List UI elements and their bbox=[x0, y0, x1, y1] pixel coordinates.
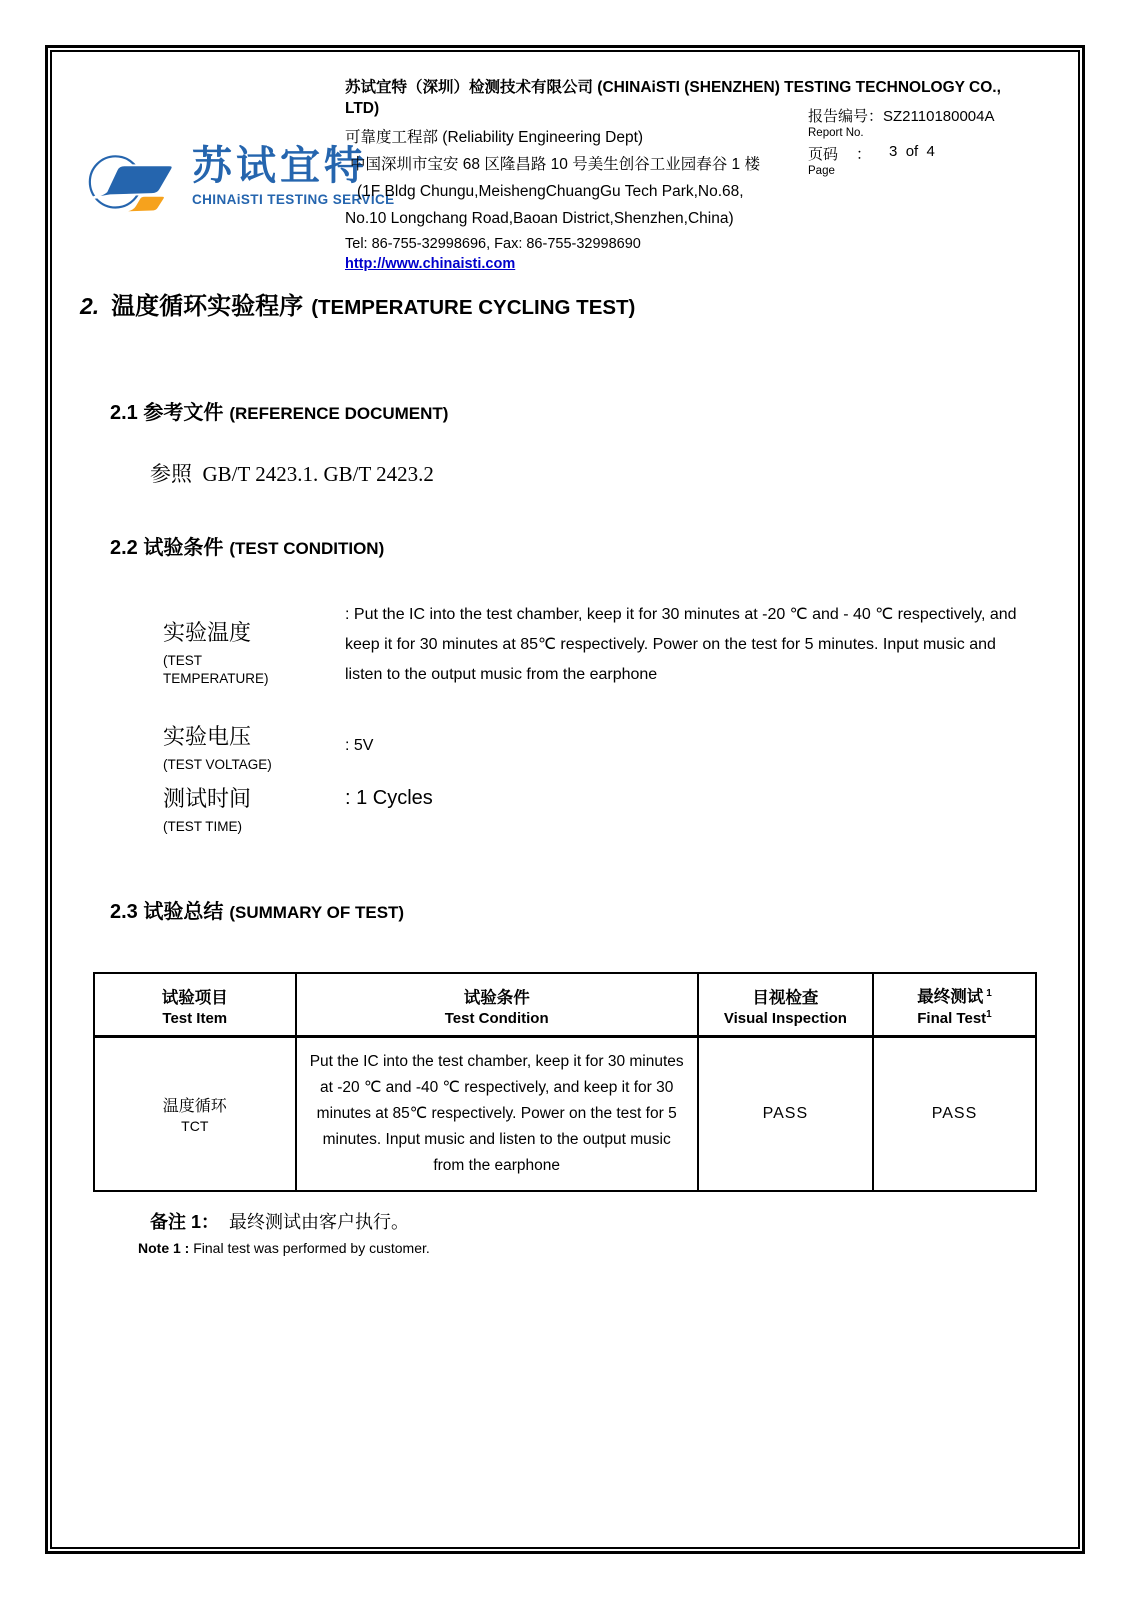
tel-fax-line: Tel: 86-755-32998696, Fax: 86-755-32998690 bbox=[345, 235, 641, 252]
cell-test-condition: Put the IC into the test chamber, keep it for 30 minutes at -20 ℃ and -40 ℃ respectively, and keep it for 30 minutes at 85℃ respectively. Power on the test for 5 minutes. Input music and listen to the output music from the earphone bbox=[296, 1037, 698, 1191]
test-time-value: : 1 Cycles bbox=[345, 787, 433, 809]
col-header-test-condition-en: Test Condition bbox=[444, 1009, 549, 1027]
col-header-visual-inspection-cn: 目视检查 bbox=[752, 988, 819, 1007]
report-no-value: SZ2110180004A bbox=[883, 108, 995, 125]
report-no-row bbox=[808, 105, 1048, 126]
address-en-line2: No.10 Longchang Road,Baoan District,Shenzhen,China) bbox=[345, 209, 734, 227]
section-2-2-title-cn: 2.2 试验条件 bbox=[110, 537, 224, 559]
section-2-1-title-en: (REFERENCE DOCUMENT) bbox=[229, 404, 449, 423]
table-row bbox=[94, 1037, 1036, 1191]
section-2-3-title-en: (SUMMARY OF TEST) bbox=[229, 903, 405, 922]
note-1-cn bbox=[150, 1208, 409, 1234]
report-no-label-cn: 报告编号： bbox=[808, 108, 884, 125]
section-2-3-title-cn: 2.3 试验总结 bbox=[110, 901, 224, 923]
col-header-test-condition-cn: 试验条件 bbox=[463, 988, 530, 1007]
cell-test-item bbox=[94, 1037, 296, 1191]
col-header-test-condition bbox=[296, 973, 698, 1037]
test-temperature-value: : Put the IC into the test chamber, keep it for 30 minutes at -20 ℃ and - 40 ℃ respectively, and keep it for 30 minutes at 85℃ respectively. Power on the test for 5 minutes. Input music and listen to the output music from the earphone bbox=[345, 606, 1017, 683]
section-2-2-heading bbox=[110, 531, 384, 560]
summary-table bbox=[93, 972, 1037, 1192]
col-header-test-item bbox=[94, 973, 296, 1037]
note-1-text-cn: 最终测试由客户执行。 bbox=[229, 1212, 410, 1232]
section-2-3-heading bbox=[110, 895, 404, 924]
section-2-number: 2. bbox=[80, 293, 100, 319]
test-item-cn: 温度循环 bbox=[162, 1098, 227, 1116]
test-voltage-value: : 5V bbox=[345, 737, 374, 754]
page-value: 3 of 4 bbox=[889, 143, 935, 160]
cell-final-test: PASS bbox=[873, 1037, 1036, 1191]
test-time-term-cn: 测试时间 bbox=[163, 786, 252, 811]
section-2-heading bbox=[80, 286, 635, 321]
chinaisti-logo-icon bbox=[86, 128, 182, 232]
company-name-line2: LTD) bbox=[345, 99, 380, 117]
company-name-line1: 苏试宜特（深圳）检测技术有限公司 (CHINAiSTI (SHENZHEN) TESTING TECHNOLOGY CO., bbox=[345, 79, 1001, 96]
reference-document-text: 参照 GB/T 2423.1. GB/T 2423.2 bbox=[150, 462, 434, 486]
test-time-term-en: (TEST TIME) bbox=[163, 819, 243, 834]
page-label-cn: 页码 bbox=[808, 146, 839, 163]
note-1-label-cn: 备注 1： bbox=[150, 1212, 220, 1232]
note-1-en bbox=[138, 1240, 430, 1256]
col-header-final-test-en: Final Test$^1$ bbox=[917, 1009, 992, 1027]
final-test-footnote-marker: 1 bbox=[986, 987, 992, 999]
section-2-title-cn: 温度循环实验程序 bbox=[111, 293, 304, 320]
page-label-en: Page bbox=[808, 165, 835, 177]
test-voltage-term-cn: 实验电压 bbox=[163, 724, 252, 749]
logo-tagline: CHINAiSTI TESTING SERVICE bbox=[192, 192, 395, 207]
table-header-row bbox=[94, 973, 1036, 1037]
note-1-text-en: Final test was performed by customer. bbox=[189, 1240, 430, 1256]
website-link[interactable]: http://www.chinaisti.com bbox=[345, 256, 516, 273]
col-header-final-test bbox=[873, 973, 1036, 1037]
address-en-line1: (1F Bldg Chungu,MeishengChuangGu Tech Park,No.68, bbox=[357, 182, 744, 200]
col-header-test-item-en: Test Item bbox=[162, 1009, 228, 1027]
cell-visual-inspection: PASS bbox=[698, 1037, 873, 1191]
col-header-visual-inspection bbox=[698, 973, 873, 1037]
col-header-visual-inspection-en: Visual Inspection bbox=[723, 1009, 847, 1027]
section-2-1-title-cn: 2.1 参考文件 bbox=[110, 402, 224, 424]
test-item-en: TCT bbox=[181, 1118, 209, 1135]
section-2-title-en: (TEMPERATURE CYCLING TEST) bbox=[311, 296, 636, 319]
department-line: 可靠度工程部 (Reliability Engineering Dept) bbox=[345, 128, 644, 146]
address-cn: 中国深圳市宝安 68 区隆昌路 10 号美生创谷工业园春谷 1 楼 bbox=[350, 155, 760, 173]
test-temperature-term-cn: 实验温度 bbox=[163, 620, 252, 645]
test-temperature-term-en: (TEST TEMPERATURE) bbox=[163, 653, 269, 686]
page-separator: ： bbox=[856, 146, 872, 163]
section-2-2-title-en: (TEST CONDITION) bbox=[229, 539, 385, 558]
col-header-final-test-cn: 最终测试 $^1$ bbox=[917, 987, 992, 1006]
final-test-footnote-marker-en: 1 bbox=[986, 1009, 992, 1020]
report-no-label-en: Report No. bbox=[808, 127, 864, 139]
report-meta-block bbox=[808, 105, 1048, 181]
note-1-label-en: Note 1 : bbox=[138, 1240, 190, 1256]
section-2-1-heading bbox=[110, 396, 448, 425]
test-voltage-term-en: (TEST VOLTAGE) bbox=[163, 757, 272, 772]
logo-brand-cn: 苏试宜特 bbox=[192, 144, 368, 188]
page-no-row bbox=[808, 143, 1048, 164]
col-header-test-item-cn: 试验项目 bbox=[161, 988, 228, 1007]
